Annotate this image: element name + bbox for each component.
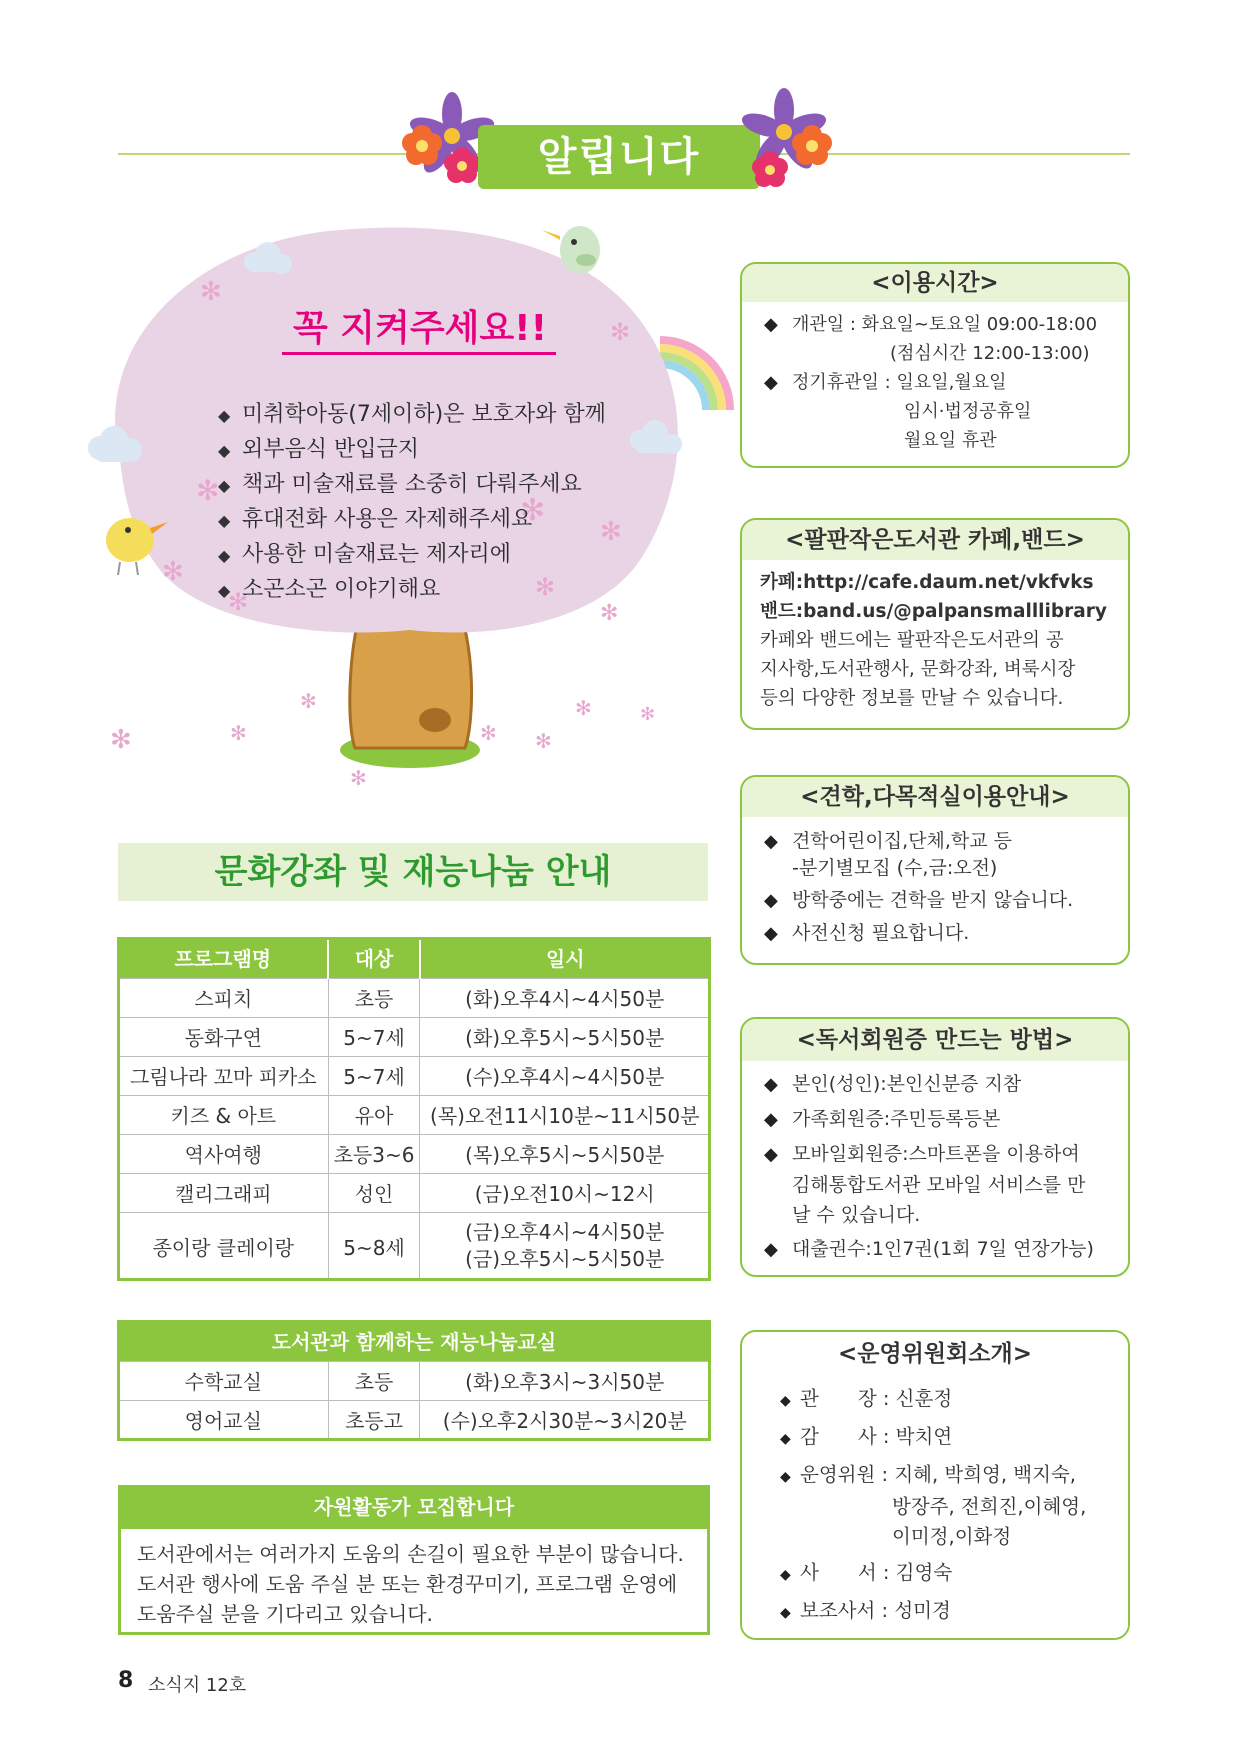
svg-text:✻: ✻	[535, 729, 552, 753]
diamond-bullet-icon: ◆	[764, 1074, 778, 1095]
table-row: 수학교실 초등 (화)오후3시~3시50분	[119, 1361, 710, 1400]
list-item: ◆ 외부음식 반입금지	[218, 433, 658, 468]
talent-table-border	[117, 1320, 711, 1441]
diamond-bullet-icon: ◆	[780, 1567, 791, 1583]
svg-text:✻: ✻	[535, 573, 556, 601]
diamond-bullet-icon: ◆	[780, 1393, 791, 1409]
column-header: 일시	[420, 938, 710, 978]
diamond-bullet-icon: ◆	[218, 476, 231, 495]
svg-text:✻: ✻	[110, 725, 132, 755]
cafe-box	[740, 518, 1130, 730]
volunteer-title: 자원활동가 모집합니다	[118, 1485, 710, 1529]
list-item: ◆ 휴대전화 사용은 자제해주세요	[218, 503, 658, 538]
cafe-desc-3: 등의 다양한 정보를 만날 수 있습니다.	[760, 688, 1064, 709]
flower-cluster-right-icon	[740, 84, 840, 204]
cafe-desc-1: 카페와 밴드에는 팔판작은도서관의 공	[760, 630, 1064, 651]
diamond-bullet-icon: ◆	[764, 923, 778, 944]
svg-text:✻: ✻	[640, 704, 656, 725]
diamond-bullet-icon: ◆	[780, 1605, 791, 1621]
diamond-bullet-icon: ◆	[218, 511, 231, 530]
rules-title: 꼭 지켜주세요!!	[292, 308, 548, 349]
list-item: ◆ 미취학아동(7세이하)은 보호자와 함께	[218, 398, 658, 433]
svg-text:✻: ✻	[300, 689, 317, 713]
svg-text:✻: ✻	[228, 588, 249, 616]
talent-title: 도서관과 함께하는 재능나눔교실	[119, 1321, 710, 1361]
list-item: ◆ 책과 미술재료를 소중히 다뤄주세요	[218, 468, 658, 503]
svg-text:✻: ✻	[196, 474, 220, 507]
svg-text:✻: ✻	[575, 696, 592, 720]
list-item: ◆ 소곤소곤 이야기해요	[218, 573, 658, 608]
rules-title-underline	[282, 352, 556, 355]
diamond-bullet-icon: ◆	[218, 441, 231, 460]
diamond-bullet-icon: ◆	[764, 372, 778, 393]
diamond-bullet-icon: ◆	[780, 1431, 791, 1447]
tour-box: <견학,다목적실이용안내> ◆ 견학어린이집,단체,학교 등 -분기별모집 (수,금:오전) ◆ 방학중에는 견학을 받지 않습니다. ◆ 사전신청 필요합니다.	[740, 775, 1130, 965]
table-row: 그림나라 꼬마 피카소 5~7세 (수)오후4시~4시50분	[119, 1056, 710, 1095]
volunteer-body: 도서관에서는 여러가지 도움의 손길이 필요한 부분이 많습니다. 도서관 행사에 도움 주실 분 또는 환경꾸미기, 프로그램 운영에 도움주실 분을 기다리고 있습니다.	[118, 1529, 710, 1635]
table-row: 영어교실 초등고 (수)오후2시30분~3시20분	[119, 1400, 710, 1439]
table-row: 스피치 초등 (화)오후4시~4시50분	[119, 978, 710, 1017]
cafe-link[interactable]: 카페:http://cafe.daum.net/vkfvks	[760, 572, 1094, 593]
diamond-bullet-icon: ◆	[764, 1109, 778, 1130]
table-row: 역사여행 초등3~6 (목)오후5시~5시50분	[119, 1134, 710, 1173]
footer-issue: 소식지 12호	[148, 1675, 247, 1696]
hours-title: <이용시간>	[742, 264, 1128, 302]
tour-title: <견학,다목적실이용안내>	[742, 777, 1128, 817]
page-title: 알립니다	[537, 134, 701, 180]
rules-list	[218, 398, 658, 608]
svg-text:✻: ✻	[480, 721, 497, 745]
hours-box	[740, 262, 1130, 468]
lunch-time: (점심시간 12:00-13:00)	[890, 343, 1090, 364]
table-row: 동화구연 5~7세 (화)오후5시~5시50분	[119, 1017, 710, 1056]
cafe-title: <팔판작은도서관 카페,밴드>	[742, 520, 1128, 560]
diamond-bullet-icon: ◆	[764, 890, 778, 911]
diamond-bullet-icon: ◆	[764, 1239, 778, 1260]
svg-text:✻: ✻	[600, 601, 619, 626]
page-number: 8	[118, 1668, 134, 1693]
svg-text:✻: ✻	[600, 517, 622, 547]
svg-text:✻: ✻	[200, 277, 222, 307]
card-box: <독서회원증 만드는 방법> ◆ 본인(성인):본인신분증 지참 ◆ 가족회원증:주민등록등본 ◆ 모바일회원증:스마트폰을 이용하여 김해통합도서관 모바일 서비스를 만 날 수 있습니다. ◆ 대출권수:1인7권(1회 7일 연장가능)	[740, 1017, 1130, 1277]
diamond-bullet-icon: ◆	[218, 581, 231, 600]
closed-monday: 월요일 휴관	[904, 430, 997, 451]
table-row: 종이랑 클레이랑 5~8세 (금)오후4시~4시50분 (금)오후5시~5시50분	[119, 1212, 710, 1280]
table-row: 키즈 & 아트 유아 (목)오전11시10분~11시50분	[119, 1095, 710, 1134]
svg-text:✻: ✻	[350, 766, 367, 790]
band-link[interactable]: 밴드:band.us/@palpansmalllibrary	[760, 601, 1107, 622]
committee-box: <운영위원회소개> ◆ 관 장 : 신훈정 ◆ 감 사 : 박치연 ◆ 운영위원 : 지혜, 박희영, 백지숙, 방장주, 전희진,이혜영, 이미정,이화정 ◆ 사 서 : 김영숙 ◆ 보조사서 : 성미경	[740, 1330, 1130, 1640]
svg-text:✻: ✻	[610, 318, 631, 346]
open-days: 개관일 : 화요일~토요일 09:00-18:00	[792, 314, 1098, 335]
table-row: 캘리그래피 성인 (금)오전10시~12시	[119, 1173, 710, 1212]
committee-title: <운영위원회소개>	[742, 1332, 1128, 1376]
lectures-table-border	[117, 937, 711, 1281]
diamond-bullet-icon: ◆	[780, 1469, 791, 1485]
column-header: 프로그램명	[119, 938, 329, 978]
closed-days: 정기휴관일 : 일요일,월요일	[792, 372, 1007, 393]
closed-holidays: 임시·법정공휴일	[904, 401, 1032, 422]
diamond-bullet-icon: ◆	[218, 546, 231, 565]
list-item: ◆ 사용한 미술재료는 제자리에	[218, 538, 658, 573]
diamond-bullet-icon: ◆	[764, 1144, 778, 1165]
diamond-bullet-icon: ◆	[764, 314, 778, 335]
svg-text:✻: ✻	[520, 493, 546, 528]
diamond-bullet-icon: ◆	[218, 406, 231, 425]
cafe-desc-2: 지사항,도서관행사, 문화강좌, 벼룩시장	[760, 659, 1076, 680]
column-header: 대상	[328, 938, 420, 978]
lectures-title: 문화강좌 및 재능나눔 안내	[214, 852, 612, 892]
svg-text:✻: ✻	[162, 557, 184, 587]
card-title: <독서회원증 만드는 방법>	[742, 1019, 1128, 1061]
diamond-bullet-icon: ◆	[764, 831, 778, 852]
svg-text:✻: ✻	[230, 721, 247, 745]
